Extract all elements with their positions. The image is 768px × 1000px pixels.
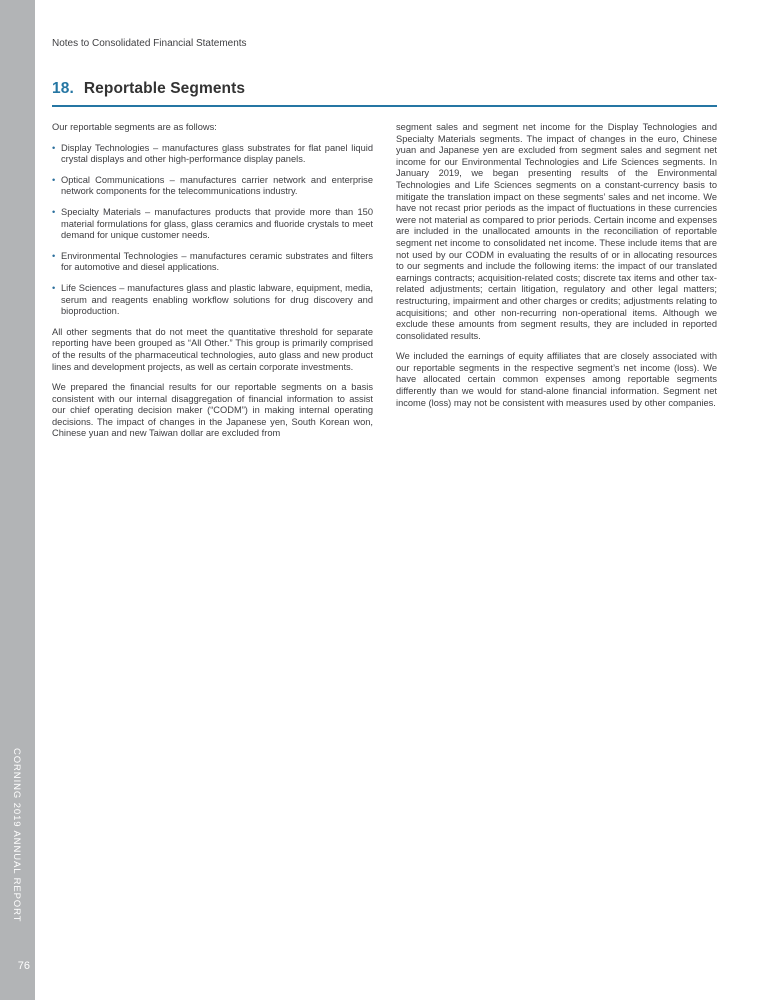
section-number: 18. <box>52 80 74 97</box>
page-number: 76 <box>17 960 30 972</box>
list-item-text: Optical Communications – manufactures carrier network and enterprise network components for the telecommunications industry. <box>61 174 373 197</box>
right-column <box>396 122 717 440</box>
list-item <box>52 143 373 166</box>
body-paragraph: We included the earnings of equity affiliates that are closely associated with our reportable segments in the respective segment’s net income (loss). We have allocated certain common expenses among reportable segments differently than we would for stand-alone financial information. Segment net income (loss) may not be consistent with measures used by other companies. <box>396 351 717 408</box>
two-column-layout <box>52 122 717 440</box>
intro-paragraph: Our reportable segments are as follows: <box>52 122 217 132</box>
body-paragraph: segment sales and segment net income for the Display Technologies and Specialty Materials segments. The impact of changes in the euro, Chinese yuan and Japanese yen are excluded from segment sales and segment net income for our Environmental Technologies and Life Sciences segments. In January 2019, we began presenting results of the Environmental Technologies and Life Sciences segments on a constant-currency basis to mitigate the translation impact on these segments’ sales and net income. We have not recast prior periods as the impact of fluctuations in these currencies were not material as compared to prior periods. Certain income and expenses are included in the unallocated amounts in the reconciliation of reportable segment net income to consolidated net income. These include items that are not used by our CODM in evaluating the results of or in allocating resources to our segments and include the following items: the impact of our translated earnings contracts; acquisition-related costs; discrete tax items and other tax-related adjustments; certain litigation, regulatory and other legal matters; restructuring, impairment and other charges or credits; adjustments relating to acquisitions; and other non-recurring non-operational items. Although we exclude these amounts from segment results, they are included in reported consolidated results. <box>396 122 717 341</box>
bullet-icon: • <box>52 250 56 261</box>
list-item <box>52 207 373 242</box>
list-item-text: Display Technologies – manufactures glass substrates for flat panel liquid crystal displays and other high-performance display panels. <box>61 142 373 165</box>
list-item <box>52 283 373 318</box>
content-area <box>52 0 717 440</box>
list-item <box>52 175 373 198</box>
bullet-icon: • <box>52 206 56 217</box>
bullet-icon: • <box>52 174 56 185</box>
bullet-icon: • <box>52 142 56 153</box>
list-item-text: Specialty Materials – manufactures products that provide more than 150 material formulations for glass, glass ceramics and fluoride crystals to meet demand for unique customer needs. <box>61 206 373 241</box>
bullet-icon: • <box>52 282 56 293</box>
list-item-text: Life Sciences – manufactures glass and plastic labware, equipment, media, serum and reagents enabling workflow solutions for drug discovery and bioproduction. <box>61 282 373 317</box>
list-item <box>52 251 373 274</box>
section-title: Reportable Segments <box>83 80 246 97</box>
body-paragraph: All other segments that do not meet the quantitative threshold for separate reporting have been grouped as “All Other.” This group is primarily comprised of the results of the pharmaceutical technologies, auto glass and new product lines and development projects, as well as certain corporate investments. <box>52 326 373 372</box>
list-item-text: Environmental Technologies – manufactures ceramic substrates and filters for automotive and diesel applications. <box>61 250 373 273</box>
body-paragraph: We prepared the financial results for our reportable segments on a basis consistent with our internal disaggregation of financial information to assist our chief operating decision maker (“CODM”) in making internal operating decisions. The impact of changes in the Japanese yen, South Korean won, Chinese yuan and new Taiwan dollar are excluded from <box>52 382 373 439</box>
running-header: Notes to Consolidated Financial Statements <box>52 38 247 49</box>
section-heading <box>52 80 717 107</box>
sidebar <box>0 0 35 1000</box>
left-column <box>52 122 373 440</box>
sidebar-vertical-title: CORNING 2019 ANNUAL REPORT <box>11 748 22 923</box>
